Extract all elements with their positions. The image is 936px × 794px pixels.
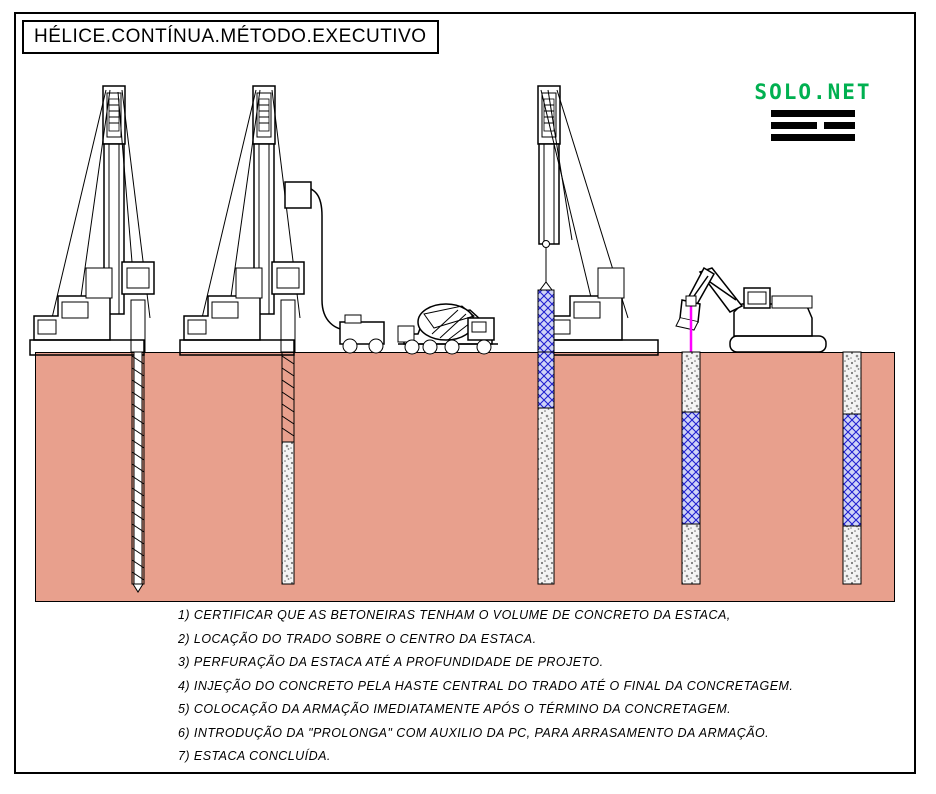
note-item: 5) COLOCAÇÃO DA ARMAÇÃO IMEDIATAMENTE APÓS O TÉRMINO DA CONCRETAGEM. — [178, 702, 732, 716]
note-item: 3) PERFURAÇÃO DA ESTACA ATÉ A PROFUNDIDADE DE PROJETO. — [178, 655, 604, 669]
page-title: HÉLICE.CONTÍNUA.MÉTODO.EXECUTIVO — [34, 26, 427, 47]
logo-bar — [824, 122, 855, 129]
note-item: 6) INTRODUÇÃO DA "PROLONGA" COM AUXILIO DA PC, PARA ARRASAMENTO DA ARMAÇÃO. — [178, 725, 770, 740]
logo-bar-row-2 — [771, 122, 855, 129]
logo-bar — [771, 110, 855, 117]
note-item: 4) INJEÇÃO DO CONCRETO PELA HASTE CENTRAL DO TRADO ATÉ O FINAL DA CONCRETAGEM. — [178, 678, 794, 693]
logo-bar-row-1 — [771, 110, 855, 117]
soil-layer — [35, 352, 895, 602]
note-item: 2) LOCAÇÃO DO TRADO SOBRE O CENTRO DA ESTACA. — [178, 631, 537, 646]
brand-name: SOLO.NET — [754, 80, 872, 104]
procedure-notes — [178, 608, 878, 773]
logo-bars — [738, 110, 888, 141]
logo-bar-row-3 — [771, 134, 855, 141]
logo — [738, 82, 888, 141]
note-item: 7) ESTACA CONCLUÍDA. — [178, 749, 331, 763]
logo-bar — [771, 122, 817, 129]
title-block — [22, 20, 439, 54]
logo-bar — [771, 134, 855, 141]
note-item: 1) CERTIFICAR QUE AS BETONEIRAS TENHAM O VOLUME DE CONCRETO DA ESTACA, — [178, 608, 731, 622]
